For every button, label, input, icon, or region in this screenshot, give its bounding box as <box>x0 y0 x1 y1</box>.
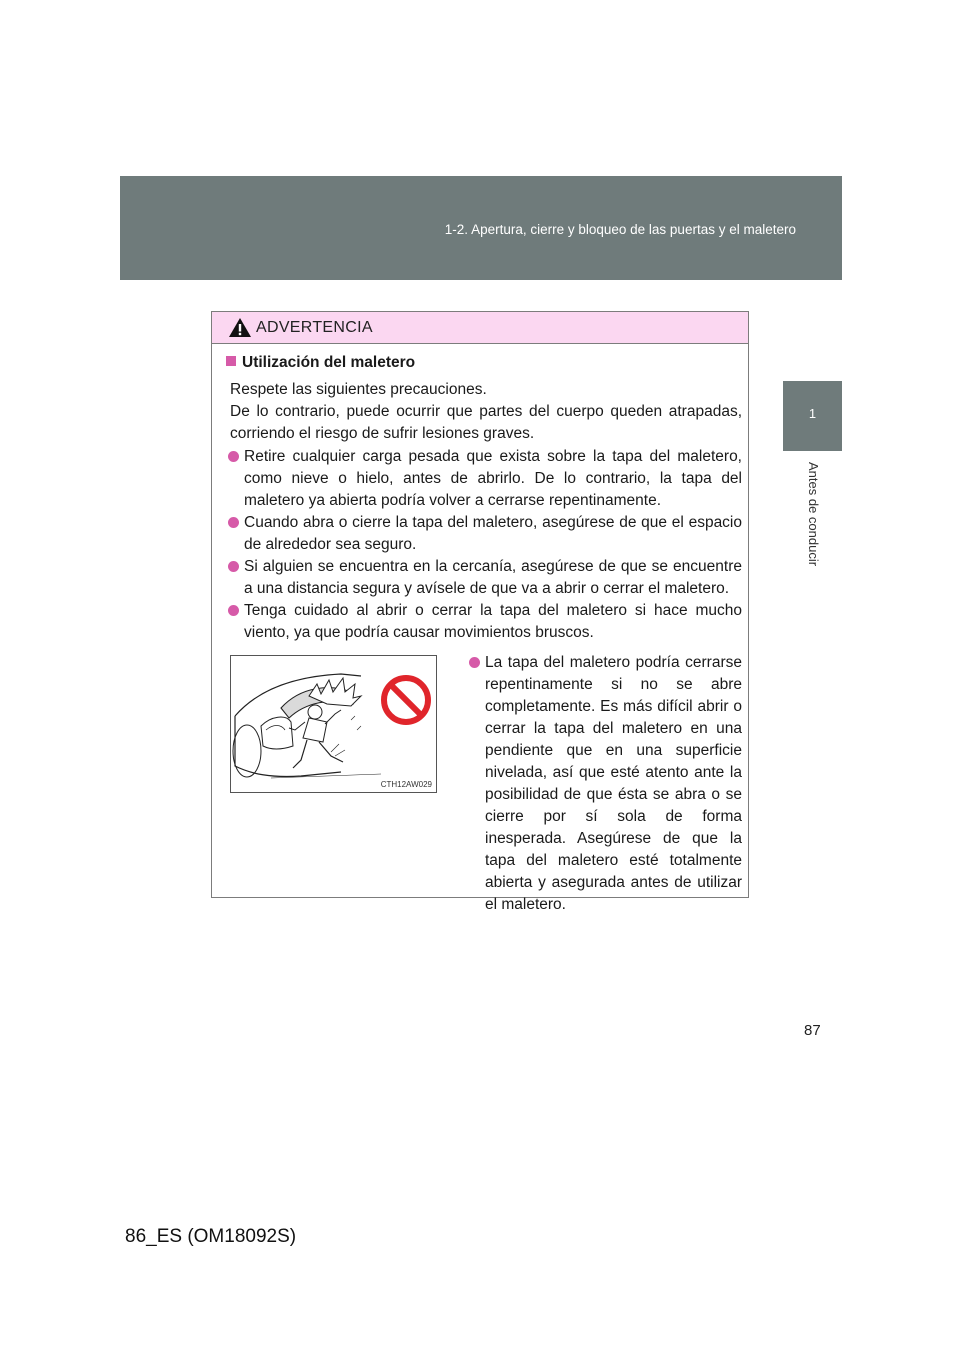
bullet-item-5 <box>469 652 742 916</box>
square-bullet-icon <box>226 356 236 366</box>
bullet-text-1: Retire cualquier carga pesada que exista sobre la tapa del maletero, como nieve o hielo, antes de abrirlo. De lo contrario, la tapa del maletero ya abierta podría volver a cerrarse repentinamente. <box>244 448 742 509</box>
bullet-text-5: La tapa del maletero podría cerrarse repentinamente si no se abre completamente. Es más difícil abrir o cerrar la tapa del maletero en una pendiente que en una superficie nivelada, así que esté atento ante la posibilidad de que ésta se abra o se cierre por sí sola de forma inesperada. Asegúrese de que la tapa del maletero esté totalmente abierta y asegurada antes de utilizar el maletero. <box>485 654 742 913</box>
bullet-dot-icon <box>228 605 239 616</box>
bullet-text-4: Tenga cuidado al abrir o cerrar la tapa del maletero si hace mucho viento, ya que podría causar movimientos bruscos. <box>244 602 742 641</box>
bullet-item-1 <box>228 446 742 512</box>
section-heading <box>226 354 415 372</box>
warning-triangle-icon <box>228 317 252 338</box>
document-code: 86_ES (OM18092S) <box>125 1226 297 1247</box>
bullet-item-2 <box>228 512 742 556</box>
chapter-number: 1 <box>808 406 817 421</box>
bullet-dot-icon <box>228 561 239 572</box>
bullet-dot-icon <box>469 657 480 668</box>
warning-box <box>211 311 749 913</box>
bullet-text-2: Cuando abra o cierre la tapa del maletero, asegúrese de que el espacio de alrededor sea seguro. <box>244 514 742 553</box>
header-band <box>120 176 842 280</box>
section-title: 1-2. Apertura, cierre y bloqueo de las puertas y el maletero <box>444 222 796 237</box>
bullet-item-4 <box>228 600 742 644</box>
chapter-tab <box>783 381 842 451</box>
trunk-drawing <box>231 656 436 792</box>
bullet-dot-icon <box>228 451 239 462</box>
bullet-item-3 <box>228 556 742 600</box>
warning-header <box>212 312 748 344</box>
page-number: 87 <box>804 1022 821 1039</box>
illustration-code: CTH12AW029 <box>380 780 432 789</box>
chapter-label: Antes de conducir <box>806 462 821 567</box>
warning-title: ADVERTENCIA <box>256 319 373 336</box>
bullet-text-3: Si alguien se encuentra en la cercanía, asegúrese de que se encuentre a una distancia segura y avísele de que va a abrir o cerrar el maletero. <box>244 558 742 597</box>
trunk-illustration <box>230 655 437 793</box>
intro-line-2: De lo contrario, puede ocurrir que partes del cuerpo queden atrapadas, corriendo el riesgo de sufrir lesiones graves. <box>230 403 742 442</box>
section-heading-text: Utilización del maletero <box>242 354 416 371</box>
bullet-dot-icon <box>228 517 239 528</box>
intro-line-1: Respete las siguientes precauciones. <box>230 381 487 398</box>
